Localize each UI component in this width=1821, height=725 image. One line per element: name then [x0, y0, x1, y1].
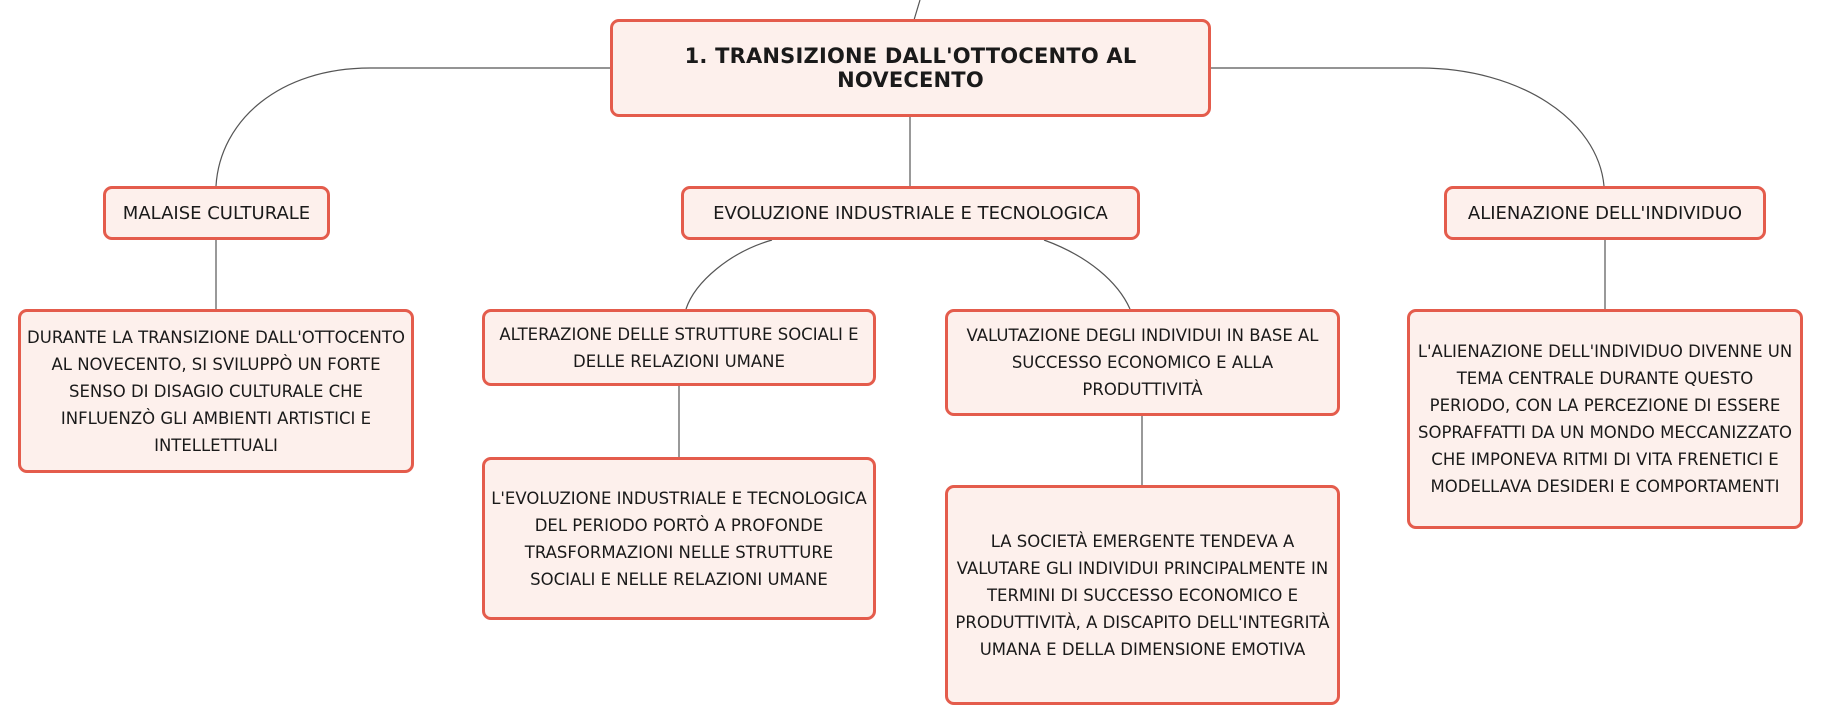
description-text: LA SOCIETÀ EMERGENTE TENDEVA A VALUTARE GLI INDIVIDUI PRINCIPALMENTE IN TERMINI DI SUCCESSO ECONOMICO E PRODUTTIVITÀ, A DISCAPITO DELL'INTEGRITÀ UMANA E DELLA DIMENSIONE EMOTIVA: [955, 531, 1330, 659]
description-text: L'EVOLUZIONE INDUSTRIALE E TECNOLOGICA DEL PERIODO PORTÒ A PROFONDE TRASFORMAZIONI NELLE STRUTTURE SOCIALI E NELLE RELAZIONI UMANE: [491, 488, 867, 589]
root-topic-node[interactable]: [610, 19, 1211, 117]
topic-label: ALIENAZIONE DELL'INDIVIDUO: [1467, 202, 1743, 224]
topic-alienazione-individuo[interactable]: [1444, 186, 1766, 240]
connector-evoluzione-to-valutazione: [1044, 240, 1130, 309]
subtopic-alterazione-strutture[interactable]: [482, 309, 876, 386]
description-malaise-culturale[interactable]: [18, 309, 414, 473]
topic-label: MALAISE CULTURALE: [122, 202, 311, 224]
description-alienazione-individuo[interactable]: [1407, 309, 1803, 529]
topic-malaise-culturale[interactable]: [103, 186, 330, 240]
description-valutazione-individui[interactable]: [945, 485, 1340, 705]
connector-root-to-alienazione: [1211, 68, 1604, 186]
topic-evoluzione-industriale[interactable]: [681, 186, 1140, 240]
subtopic-label: ALTERAZIONE DELLE STRUTTURE SOCIALI E DELLE RELAZIONI UMANE: [499, 324, 859, 371]
connector-evoluzione-to-alterazione: [686, 240, 772, 309]
subtopic-label: VALUTAZIONE DEGLI INDIVIDUI IN BASE AL SUCCESSO ECONOMICO E ALLA PRODUTTIVITÀ: [966, 326, 1319, 399]
description-text: L'ALIENAZIONE DELL'INDIVIDUO DIVENNE UN TEMA CENTRALE DURANTE QUESTO PERIODO, CON LA PERCEZIONE DI ESSERE SOPRAFFATTI DA UN MONDO MECCANIZZATO CHE IMPONEVA RITMI DI VITA FRENETICI E MODELLAVA DESIDERI E COMPORTAMENTI: [1417, 342, 1793, 496]
connector-parent-to-root: [914, 0, 920, 20]
subtopic-valutazione-individui[interactable]: [945, 309, 1340, 416]
topic-label: EVOLUZIONE INDUSTRIALE E TECNOLOGICA: [713, 202, 1108, 224]
connector-root-to-malaise: [216, 68, 610, 186]
description-alterazione-strutture[interactable]: [482, 457, 876, 620]
root-topic-label: 1. TRANSIZIONE DALL'OTTOCENTO AL NOVECENTO: [684, 44, 1137, 92]
description-text: DURANTE LA TRANSIZIONE DALL'OTTOCENTO AL NOVECENTO, SI SVILUPPÒ UN FORTE SENSO DI DISAGIO CULTURALE CHE INFLUENZÒ GLI AMBIENTI ARTISTICI E INTELLETTUALI: [27, 327, 405, 455]
